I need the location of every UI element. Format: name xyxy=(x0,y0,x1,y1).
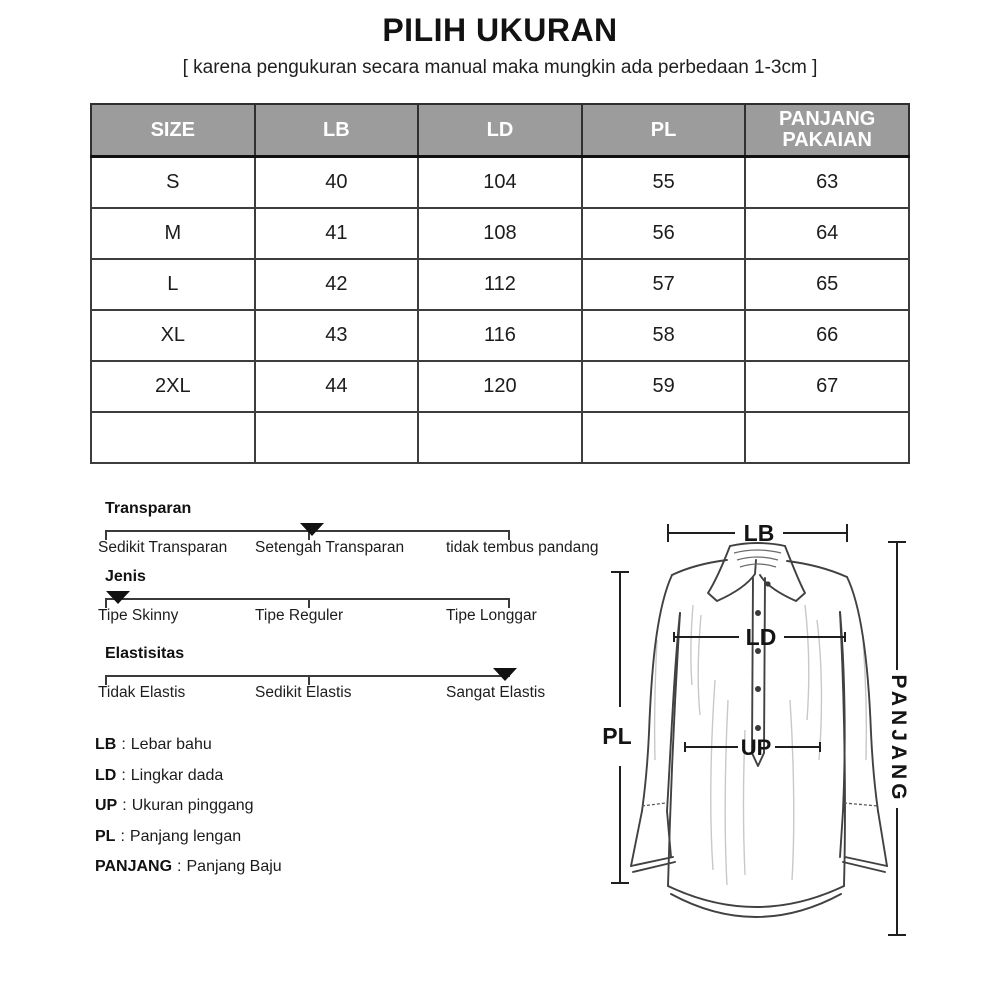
cell-size: L xyxy=(91,259,255,310)
shirt-buttons xyxy=(755,581,771,731)
cell-lb: 42 xyxy=(255,259,419,310)
cell-panjang: 65 xyxy=(745,259,909,310)
legend-abbr: LD xyxy=(95,766,117,784)
scale-option: Tipe Reguler xyxy=(255,607,344,624)
legend-abbr: LB xyxy=(95,736,117,753)
table-row-xl xyxy=(91,310,909,361)
scale-option: Sangat Elastis xyxy=(446,684,546,701)
scale-jenis-line xyxy=(105,598,510,600)
legend-item-panjang xyxy=(95,858,282,876)
table-row-empty xyxy=(91,412,909,463)
cell-pl: 58 xyxy=(582,310,746,361)
table-row-2xl xyxy=(91,361,909,412)
legend-abbr: PL xyxy=(95,827,116,845)
label-lb: LB xyxy=(743,520,775,546)
cell-pl: 55 xyxy=(582,157,746,209)
legend-desc: Lingkar dada xyxy=(130,766,224,784)
scale-option: Tipe Skinny xyxy=(98,607,179,624)
cell-size: XL xyxy=(91,310,255,361)
table-row-m xyxy=(91,208,909,259)
cell-lb: 40 xyxy=(255,157,419,209)
scale-option: Sedikit Elastis xyxy=(255,684,352,701)
legend-separator: : xyxy=(121,736,126,753)
legend-desc: Lebar bahu xyxy=(130,736,212,753)
legend-item-pl xyxy=(95,828,282,846)
scale-jenis xyxy=(98,568,603,625)
scale-option: Sedikit Transparan xyxy=(98,539,228,556)
cell-panjang: 66 xyxy=(745,310,909,361)
cell-size: 2XL xyxy=(91,361,255,412)
shirt-diagram-svg xyxy=(595,500,925,970)
cell-pl: 56 xyxy=(582,208,746,259)
scale-transparan xyxy=(98,500,603,557)
scale-jenis-title: Jenis xyxy=(105,568,146,585)
legend-separator: : xyxy=(121,766,126,784)
scale-marker-triangle-icon xyxy=(106,591,130,604)
shirt-measurement-diagram xyxy=(595,500,925,970)
scale-option: Tipe Longgar xyxy=(446,607,537,624)
page-subtitle: [ karena pengukuran secara manual maka mungkin ada perbedaan 1-3cm ] xyxy=(182,57,818,78)
scale-elastisitas xyxy=(98,645,603,702)
legend-desc: Panjang Baju xyxy=(186,858,282,875)
size-table xyxy=(90,103,910,464)
cell-pl: 59 xyxy=(582,361,746,412)
cell-size: M xyxy=(91,208,255,259)
cell-panjang xyxy=(745,412,909,463)
legend-separator: : xyxy=(177,858,182,875)
legend-item-ld xyxy=(95,767,282,785)
col-header-panjang-pakaian: PANJANG PAKAIAN xyxy=(745,104,909,157)
scale-option: Setengah Transparan xyxy=(255,539,405,556)
cell-ld: 120 xyxy=(418,361,582,412)
cell-panjang: 67 xyxy=(745,361,909,412)
cell-ld: 112 xyxy=(418,259,582,310)
legend-separator: : xyxy=(120,827,125,845)
measurement-legend xyxy=(95,736,282,889)
legend-item-up xyxy=(95,797,282,815)
table-row-s xyxy=(91,157,909,209)
cell-lb: 41 xyxy=(255,208,419,259)
legend-separator: : xyxy=(122,797,127,814)
size-table-header-row xyxy=(91,104,909,157)
cell-ld: 116 xyxy=(418,310,582,361)
scale-marker-triangle-icon xyxy=(300,523,324,536)
collar-band-lines xyxy=(734,550,781,567)
scale-elastisitas-line xyxy=(105,675,510,677)
legend-desc: Ukuran pinggang xyxy=(131,797,254,814)
cell-pl: 57 xyxy=(582,259,746,310)
cell-ld: 108 xyxy=(418,208,582,259)
cell-lb: 44 xyxy=(255,361,419,412)
label-up: UP xyxy=(740,735,772,760)
col-header-size: SIZE xyxy=(91,104,255,157)
label-ld: LD xyxy=(745,624,777,650)
cell-lb: 43 xyxy=(255,310,419,361)
legend-abbr: PANJANG xyxy=(95,858,173,875)
scale-option: tidak tembus pandang xyxy=(446,539,599,556)
cell-size xyxy=(91,412,255,463)
col-header-ld: LD xyxy=(418,104,582,157)
col-header-lb: LB xyxy=(255,104,419,157)
cell-pl xyxy=(582,412,746,463)
legend-desc: Panjang lengan xyxy=(129,827,242,845)
cell-ld xyxy=(418,412,582,463)
label-pl: PL xyxy=(602,723,632,749)
scale-marker-triangle-icon xyxy=(493,668,517,681)
legend-item-lb xyxy=(95,736,282,754)
scale-transparan-line xyxy=(105,530,510,532)
page-title: PILIH UKURAN xyxy=(382,12,618,48)
cell-panjang: 64 xyxy=(745,208,909,259)
legend-abbr: UP xyxy=(95,797,118,814)
scale-elastisitas-title: Elastisitas xyxy=(105,645,185,662)
cell-size: S xyxy=(91,157,255,209)
scale-option: Tidak Elastis xyxy=(98,684,186,701)
cell-panjang: 63 xyxy=(745,157,909,209)
table-row-l xyxy=(91,259,909,310)
cell-lb xyxy=(255,412,419,463)
col-header-pl: PL xyxy=(582,104,746,157)
label-panjang: PANJANG xyxy=(887,674,910,804)
scale-transparan-title: Transparan xyxy=(105,500,192,517)
cell-ld: 104 xyxy=(418,157,582,209)
